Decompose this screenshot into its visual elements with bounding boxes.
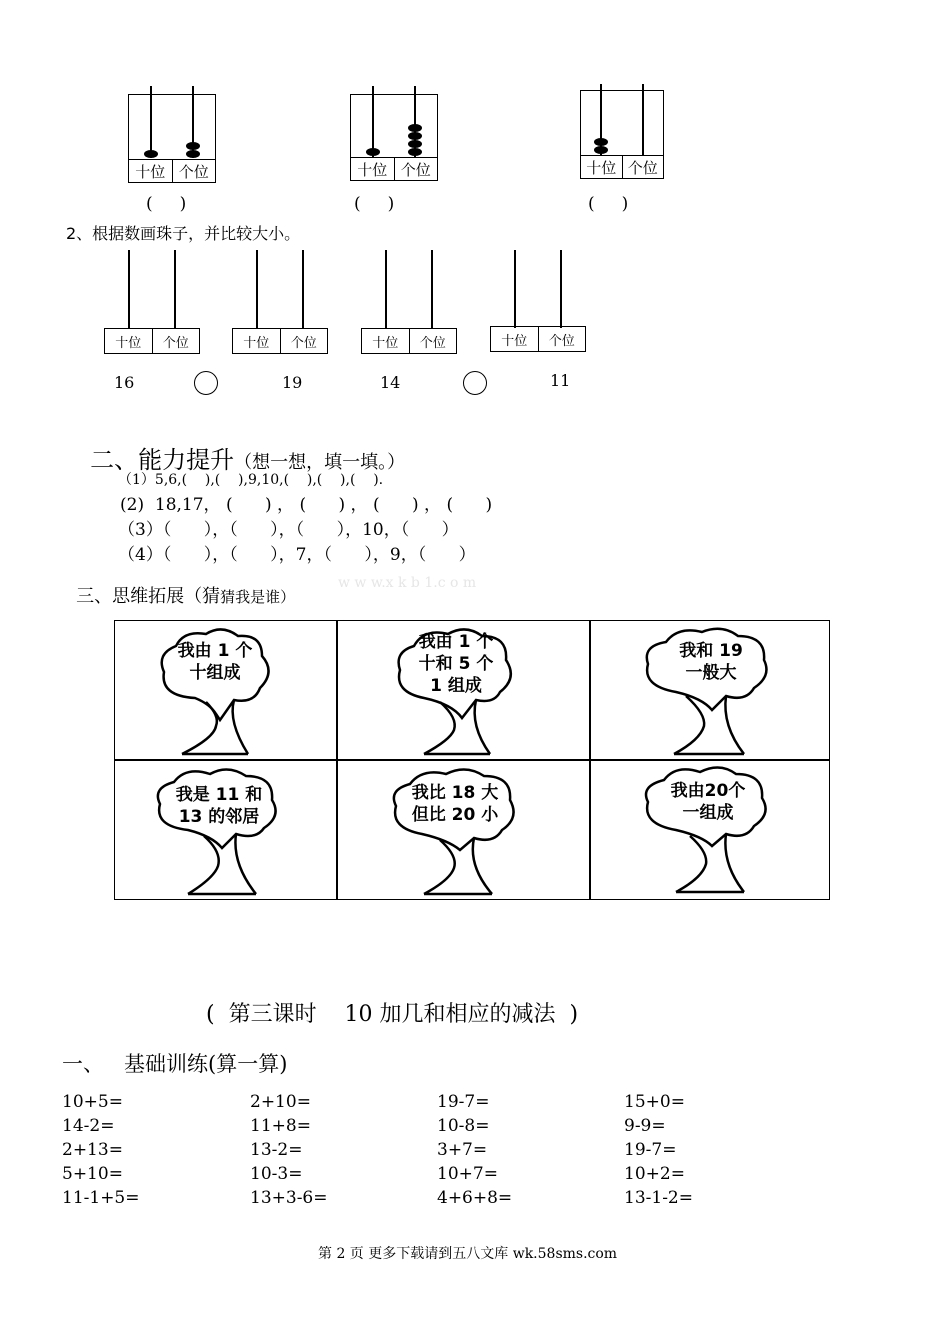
tens-label: 十位 bbox=[135, 162, 166, 181]
tree-clue-4: 我是 11 和 13 的邻居 bbox=[175, 785, 263, 827]
compare-circle-1[interactable] bbox=[194, 371, 218, 395]
abacus-2 bbox=[350, 86, 438, 182]
number-16: 16 bbox=[114, 373, 135, 392]
bead bbox=[594, 138, 608, 146]
tens-label: 十位 bbox=[586, 158, 617, 177]
calc-problem[interactable]: 13-1-2= bbox=[624, 1188, 693, 1208]
bead bbox=[144, 150, 158, 158]
ones-label: 个位 bbox=[172, 160, 216, 182]
watermark: w w w.x k b 1.c o m bbox=[338, 575, 477, 591]
empty-abacus-1[interactable] bbox=[104, 250, 200, 354]
fill-line-4[interactable]: （4）（ ），（ ），7，（ ），9，（ ） bbox=[118, 545, 476, 565]
calc-problem[interactable]: 11+8= bbox=[250, 1116, 311, 1136]
calc-problem[interactable]: 10+7= bbox=[437, 1164, 498, 1184]
tree-clue-1: 我由 1 个 十组成 bbox=[177, 641, 253, 683]
ones-label: 个位 bbox=[409, 329, 457, 353]
section-2-title: 二、能力提升（想一想，填一填。） bbox=[90, 446, 406, 474]
question-2-heading: 2、根据数画珠子，并比较大小。 bbox=[66, 224, 301, 243]
tens-label: 十位 bbox=[115, 335, 142, 351]
abacus-3 bbox=[580, 84, 664, 180]
fill-line-2[interactable]: (2) 18,17， ( ) ， ( ) ， ( ) ， ( ) bbox=[120, 495, 493, 515]
fill-line-1[interactable]: （1）5,6,( ),( ),9,10,( ),( ),( ). bbox=[118, 472, 384, 488]
calc-problem[interactable]: 14-2= bbox=[62, 1116, 115, 1136]
section-3-title: 三、思维拓展（猜猜我是谁） bbox=[76, 586, 296, 607]
tens-label: 十位 bbox=[243, 335, 270, 351]
bead bbox=[186, 142, 200, 150]
calc-problem[interactable]: 4+6+8= bbox=[437, 1188, 513, 1208]
calc-problem[interactable]: 13-2= bbox=[250, 1140, 303, 1160]
number-19: 19 bbox=[282, 373, 303, 392]
abacus-1 bbox=[128, 86, 216, 182]
calc-problem[interactable]: 10+2= bbox=[624, 1164, 685, 1184]
bead bbox=[186, 150, 200, 158]
fill-line-3[interactable]: （3）（ ），（ ），（ ），10，（ ） bbox=[118, 520, 459, 540]
tree-clue-5: 我比 18 大 但比 20 小 bbox=[411, 783, 499, 825]
bead bbox=[408, 140, 422, 148]
compare-circle-2[interactable] bbox=[463, 371, 487, 395]
calc-problem[interactable]: 5+10= bbox=[62, 1164, 123, 1184]
calc-problem[interactable]: 19-7= bbox=[437, 1092, 490, 1112]
answer-blank[interactable]: ( ) bbox=[354, 194, 395, 214]
calc-problem[interactable]: 13+3-6= bbox=[250, 1188, 328, 1208]
tens-label: 十位 bbox=[501, 333, 528, 349]
bead bbox=[408, 148, 422, 156]
calc-problem[interactable]: 2+10= bbox=[250, 1092, 311, 1112]
bead bbox=[366, 148, 380, 156]
empty-abacus-3[interactable] bbox=[361, 250, 457, 354]
tens-label: 十位 bbox=[357, 160, 388, 179]
calc-problem[interactable]: 10-3= bbox=[250, 1164, 303, 1184]
empty-abacus-4[interactable] bbox=[490, 250, 586, 354]
ones-label: 个位 bbox=[280, 329, 328, 353]
ones-label: 个位 bbox=[394, 158, 438, 180]
calc-problem[interactable]: 10+5= bbox=[62, 1092, 123, 1112]
calc-problem[interactable]: 10-8= bbox=[437, 1116, 490, 1136]
answer-blank[interactable]: ( ) bbox=[146, 194, 187, 214]
tree-clue-3: 我和 19 一般大 bbox=[679, 641, 743, 683]
tree-clue-6: 我由20个 一组成 bbox=[670, 781, 746, 823]
bead bbox=[408, 132, 422, 140]
ones-label: 个位 bbox=[622, 156, 664, 178]
bead bbox=[594, 146, 608, 154]
answer-blank[interactable]: ( ) bbox=[588, 194, 629, 214]
empty-abacus-2[interactable] bbox=[232, 250, 328, 354]
calc-problem[interactable]: 2+13= bbox=[62, 1140, 123, 1160]
calc-problem[interactable]: 9-9= bbox=[624, 1116, 666, 1136]
number-11: 11 bbox=[550, 371, 571, 390]
ones-label: 个位 bbox=[538, 327, 586, 351]
number-14: 14 bbox=[380, 373, 401, 392]
lesson-title: ( 第三课时 10 加几和相应的减法 ) bbox=[206, 1002, 579, 1027]
tens-label: 十位 bbox=[372, 335, 399, 351]
page-footer: 第 2 页 更多下载请到五八文库 wk.58sms.com bbox=[318, 1246, 618, 1262]
calc-problem[interactable]: 15+0= bbox=[624, 1092, 685, 1112]
tree-clue-2: 我由 1 个 十和 5 个 1 组成 bbox=[418, 632, 494, 696]
bead bbox=[408, 124, 422, 132]
ones-label: 个位 bbox=[152, 329, 200, 353]
calc-problem[interactable]: 3+7= bbox=[437, 1140, 488, 1160]
section-1-title: 一、 基础训练(算一算) bbox=[62, 1052, 288, 1076]
calc-problem[interactable]: 19-7= bbox=[624, 1140, 677, 1160]
calc-problem[interactable]: 11-1+5= bbox=[62, 1188, 140, 1208]
